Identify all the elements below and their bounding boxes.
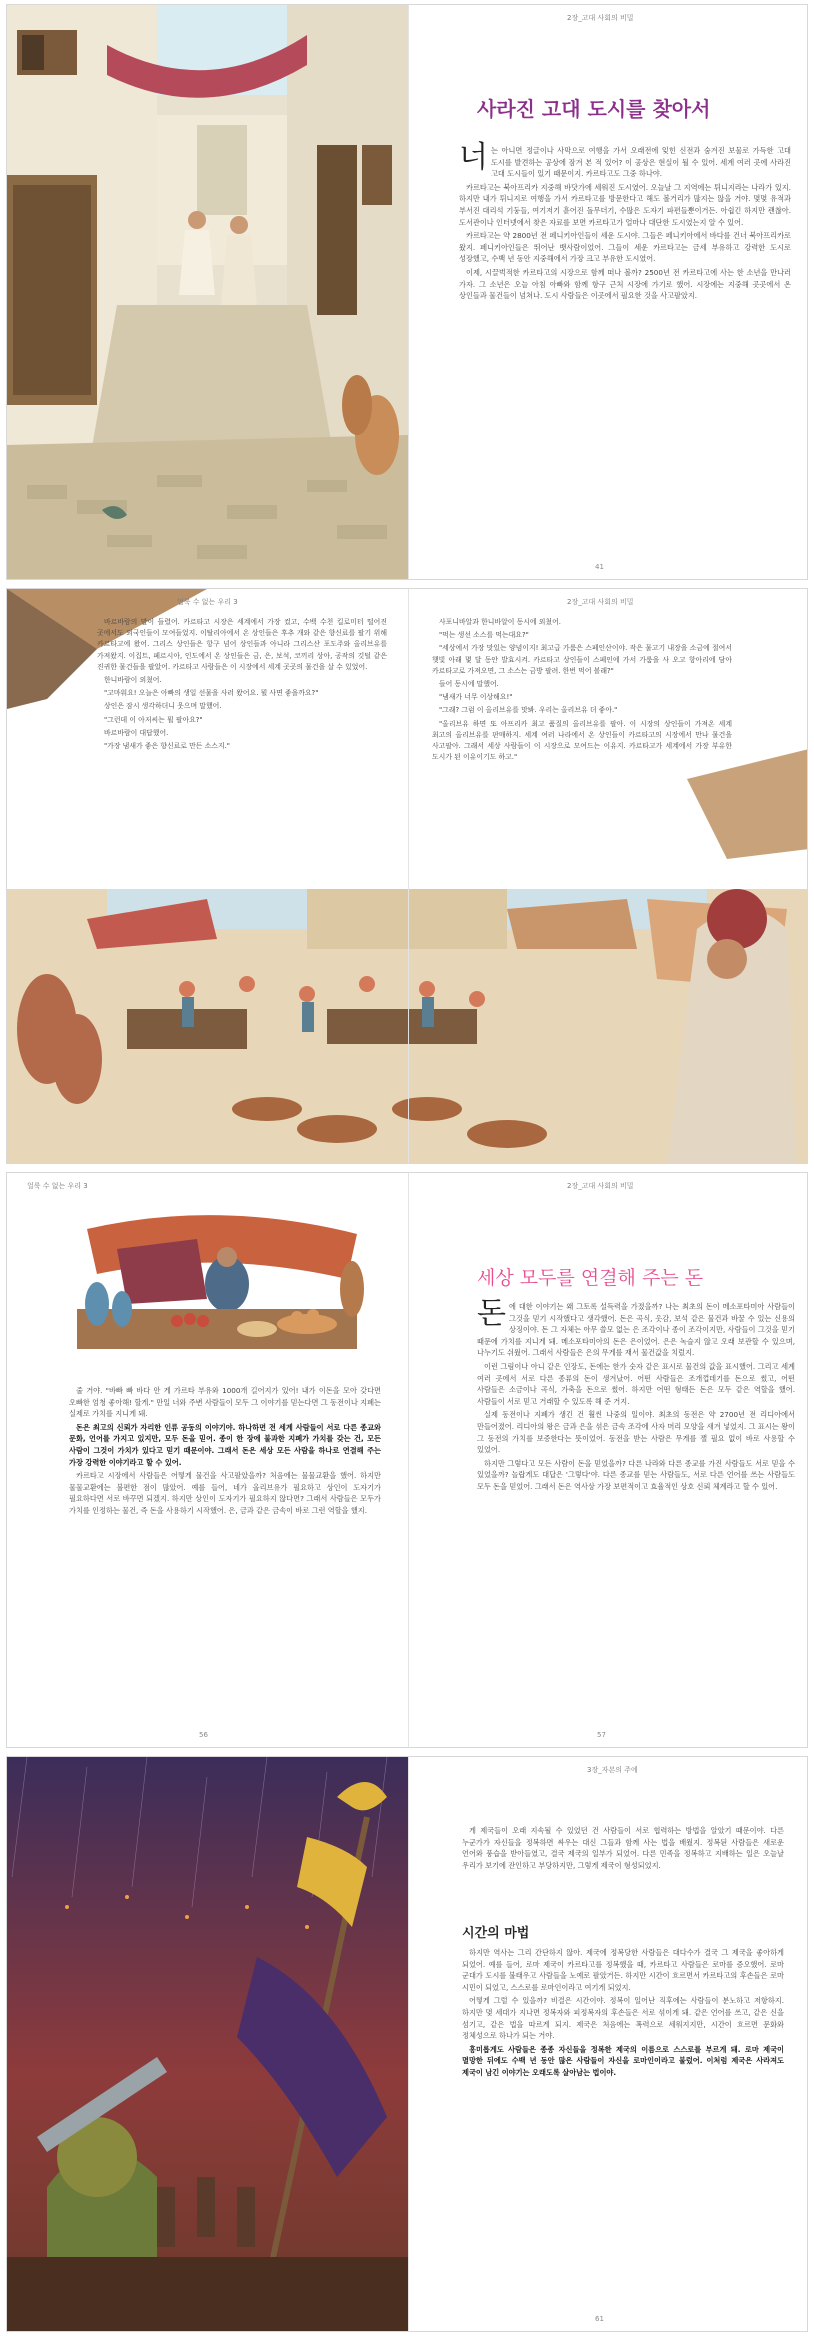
- merchant-stall-illustration: [57, 1209, 377, 1369]
- gutter: [408, 589, 409, 1163]
- paragraph: "고마워요! 오늘은 아빠의 생일 선물을 사러 왔어요. 뭘 사면 좋을까요?": [104, 689, 319, 698]
- spread-4: [6, 1756, 808, 2332]
- spread-2: [6, 588, 808, 1164]
- paragraph: 바르바람이 대답했어.: [104, 728, 169, 737]
- paragraph: "그런데 이 아저씨는 뭘 팔아요?": [104, 715, 203, 724]
- paragraph: 카르타고 시장에서 사람들은 어떻게 물건을 사고팔았을까? 처음에는 물물교환을 했어. 하지만 물물교환에는 불편한 점이 많았어. 예를 들어, 네가 올리브유가 필요하고 상인이 도자기가 필요하다면 서로 바꾸면 되겠지. 하지만 상인이 도자기가 필요하지 않다면? 그래서 사람들은 모두가 가치를 인정하는 물건, 즉 돈을 사용하기 시작했어. 은, 금과 같은 금속이 바로 그런 역할을 했지.: [69, 1471, 381, 1515]
- running-header-right: 2장_고대 사회의 비밀: [567, 1182, 634, 1190]
- paragraph: 돈은 최고의 신뢰가 자리한 인류 공동의 이야기야. 하나하면 전 세계 사람들이 서로 다른 종교와 문화, 언어를 가지고 있지만, 모두 돈을 믿어. 종이 한 장에 불과한 지폐가 가치를 갖는 건, 모든 사람이 그것이 가치가 있다고 믿기 때문이야. 그래서 돈은 세상 모든 사람을 하나로 연결해 주는 가장 강력한 이야기라고 할 수 있어.: [69, 1422, 381, 1467]
- drop-cap: 너: [459, 140, 488, 175]
- page-number-right: 61: [595, 2315, 604, 2323]
- paragraph: 실제 동전이나 지폐가 생긴 건 훨씬 나중의 일이야. 최초의 동전은 약 2700년 전 리디아에서 만들어졌어. 리디아의 왕은 금과 은을 섞은 금속 조각에 사자 머리 모양을 새겨 넣었지. 그 표시는 왕이 그 동전의 가치를 보증한다는 뜻이었어. 동전을 받는 사람은 무게를 잴 필요 없이 바로 사용할 수 있었어.: [477, 1410, 795, 1455]
- running-header-right: 3장_자본의 주에: [587, 1766, 638, 1774]
- paragraph: 하지만 그렇다고 모든 사람이 돈을 믿었을까? 다른 나라와 다른 종교를 가진 사람들도 서로 믿을 수 있었을까? 놀랍게도 대답은 '그렇다'야. 다른 종교를 믿는 사람들도, 서로 다른 언어를 쓰는 사람들도 모두 돈을 믿었어. 그래서 돈은 역사상 가장 보편적이고 효율적인 상호 신뢰 체계라고 할 수 있어.: [477, 1458, 795, 1491]
- gutter: [408, 1173, 409, 1747]
- paragraph: "가장 냄새가 좋은 향신료로 만든 소스지.": [104, 742, 230, 751]
- body-text-left: [69, 1385, 381, 1519]
- paragraph: 어떻게 그럴 수 있을까? 비결은 시간이야. 정복이 일어난 직후에는 사람들이 분노하고 저항하지. 하지만 몇 세대가 지나면 정복자와 피정복자의 후손들은 서로 섞이게 돼. 같은 언어를 쓰고, 같은 신을 섬기고, 같은 법을 따르게 되지. 제국은 처음에는 폭력으로 세워지지만, 시간이 흐르면 문화와 정체성으로 하나가 되는 거야.: [462, 1996, 784, 2041]
- running-header-right: 2장_고대 사회의 비밀: [567, 598, 634, 606]
- paragraph: "냄새가 너무 이상해요!": [439, 693, 513, 702]
- section-title: 세상 모두를 연결해 주는 돈: [477, 1267, 704, 1289]
- paragraph: 하지만 역사는 그리 간단하지 않아. 제국에 정복당한 사람들은 대다수가 결국 그 제국을 좋아하게 되었어. 예를 들어, 로마 제국이 카르타고를 정복했을 때, 카르타고 사람들은 로마를 증오했어. 로마 군대가 도시를 불태우고 사람들을 노예로 팔았거든. 하지만 시간이 흐르면서 카르타고의 후손들은 로마 시민이 되었고, 스스로를 로마인이라고 여기게 되었지.: [462, 1948, 784, 1992]
- paragraph: 게 제국들이 오래 지속될 수 있었던 건 사람들이 서로 협력하는 방법을 알았기 때문이야. 다른 누군가가 자신들을 정복하면 싸우는 대신 그들과 함께 사는 법을 배웠지. 정복된 사람들은 새로운 언어와 풍습을 받아들였고, 결국 제국의 일부가 되었어. 다른 민족을 정복하고 지배하는 일은 오늘날 우리가 보기에 잔인하고 부당하지만, 그렇게 제국이 형성되었지.: [462, 1826, 784, 1870]
- chapter-title: 사라진 고대 도시를 찾아서: [477, 97, 711, 121]
- paragraph: 줄 거야. "바빠 빠 바다 안 게 가르타 부유와 1000개 길어지가 있어! 내가 이돈을 모아 갖다면 오빠한 엄청 좋아해! 할게." 만일 너와 주변 사람들이 모두 그 이야기를 믿는다면 그 동전이나 지폐는 실제로 가치를 지니게 돼.: [69, 1386, 381, 1419]
- paragraph: "먹는 생선 소스를 먹는대요?": [439, 631, 529, 640]
- paragraph: 카르타고는 북아프리카 지중해 바닷가에 세워진 도시였어. 오늘날 그 지역에는 튀니지라는 나라가 있지. 하지만 내가 튀니지로 여행을 가서 카르타고를 방문한다고 해도 볼거리가 많지는 않을 거야. 몇몇 유적과 부서진 대리석 기둥들, 여기저기 흩어진 돌무더기, 수많은 도자기 파편들뿐이거든. 아쉽긴 하지만 괜찮아. 도서관이나 인터넷에서 찾은 자료를 보면 카르타고가 얼마나 대단한 도시였는지 알 수 있어.: [459, 182, 791, 227]
- running-header-left: 얼룩 수 없는 우리 3: [27, 1182, 88, 1190]
- paragraph: "그래? 그럼 이 올리브유를 맛봐. 우리는 올리브유 더 좋아.": [439, 706, 618, 715]
- body-text: [459, 140, 791, 304]
- page-number: 41: [595, 563, 604, 571]
- body-text-left: [97, 617, 387, 754]
- paragraph: 카르타고는 약 2800년 전 페니키아인들이 세운 도시야. 그들은 페니키아에서 바다를 건너 북아프리카로 왔지. 페니키아인들은 뛰어난 뱃사람이었어. 그들이 세운 카르타고는 금세 부유하고 강력한 도시로 성장했고, 수백 년 동안 지중해에서 가장 크고 부유한 도시였어.: [459, 231, 791, 264]
- paragraph: 한니바람이 외쳤어.: [104, 676, 162, 685]
- body-text-right: [432, 617, 732, 765]
- paragraph: 들어 동시에 말했어.: [439, 680, 499, 689]
- paragraph: 사포니바알과 한니바알이 동시에 외쳤어.: [439, 618, 561, 626]
- paragraph: 이제, 시끌벅적한 카르타고의 시장으로 함께 떠나 볼까? 2500년 전 카르타고에 사는 한 소년을 만나러 가자. 그 소년은 오늘 아침 아빠와 함께 항구 근처 시장에 가기로 했어. 시장에는 지중해 곳곳에서 온 상인들과 물건들이 넘쳐나. 도시 사람들은 이곳에서 필요한 것을 사고팔았지.: [459, 267, 791, 301]
- running-header: 2장_고대 사회의 비밀: [567, 14, 634, 22]
- paragraph: 상인은 잠시 생각하더니 웃으며 말했어.: [104, 702, 222, 711]
- gutter: [408, 1757, 409, 2331]
- spread-3: [6, 1172, 808, 1748]
- paragraph: "세상에서 가장 맛있는 양념이지! 최고급 가룸은 스페인산이야. 작은 물고기 내장을 소금에 절여서 햇빛 아래 몇 달 동안 발효시켜. 카르타고 상인들이 스페인에 가서 가룸을 사 오고 항아리에 담아 카르타고로 가져오면, 그 소스는 금방 팔려. 한번 먹어 볼래?": [432, 644, 732, 675]
- body-text-right: [477, 1296, 795, 1495]
- running-header-left: 얼룩 수 없는 우리 3: [177, 598, 238, 606]
- paragraph: 에 대한 이야기는 왜 그토록 설득력을 가졌을까? 나는 최초의 돈이 메소포타미아 사람들이 그것을 믿기 시작했다고 생각했어. 돈은 곡식, 옷감, 보석 같은 물건과 바꿀 수 있는 신용의 상징이야. 돈 그 자체는 아무 쓸모 없는 은 조각이나 종이 조각이지만, 사람들이 그것을 믿기 때문에 가치를 지니게 돼. 메소포타미아의 돈은 은이었어. 은은 녹슬지 않고 오래 보관할 수 있으며, 나누기도 쉬웠어. 그래서 사람들은 은의 무게를 재서 물건값을 치렀지.: [477, 1302, 795, 1358]
- gutter: [408, 5, 409, 579]
- page-number-left: 56: [199, 1731, 208, 1739]
- body-text-bottom: [462, 1947, 784, 2081]
- paragraph: 흥미롭게도 사람들은 종종 자신들을 정복한 제국의 이름으로 스스로를 부르게 돼. 로마 제국이 멸망한 뒤에도 수백 년 동안 많은 사람들이 자신을 로마인이라고 불렀어. 이처럼 제국은 사라져도 제국이 남긴 이야기는 오래도록 살아남는 법이야.: [462, 2044, 784, 2077]
- ancient-city-street-illustration: [7, 5, 408, 580]
- paragraph: 이런 그림이나 아니 같은 인장도, 돈에는 한가 숫자 같은 표시로 물건의 값을 표시했어. 그리고 세계 여러 곳에서 서로 다른 종류의 돈이 생겨났어. 어떤 사람들은 조개껍데기를 돈으로 썼고, 어떤 사람들은 소금이나 곡식, 가축을 돈으로 썼어. 하지만 어떤 형태든 돈은 모두 같은 역할을 했어. 사람들이 서로 믿고 거래할 수 있도록 해 준 거지.: [477, 1361, 795, 1406]
- spread-1: [6, 4, 808, 580]
- paragraph: "올리브유 하면 또 아프리카 최고 품질의 올리브유를 팔아. 이 시장의 상인들이 가져온 세계 최고의 올리브유를 판매하지. 세계 여러 나라에서 온 상인들이 카르타고의 시장에서 만나 물건을 사고팔아. 그래서 세상 사람들이 이 시장으로 모여드는 이유지. 카르타고가 세계에서 가장 부유한 도시가 된 이유이기도 하고.": [432, 719, 732, 762]
- paragraph: 는 아니면 정글이나 사막으로 여행을 가서 오래전에 잊힌 신전과 숨겨진 보물로 가득한 고대 도시를 발견하는 공상에 잠겨 본 적 있어? 이 공상은 현실이 될 수 있어. 세계 여러 곳에 사라진 고대 도시들이 있기 때문이지. 카르타고도 그중 하나야.: [490, 146, 791, 179]
- paragraph: 바르바람의 말이 들렸어. 카르타고 시장은 세계에서 가장 컸고, 수백 수천 킬로미터 떨어진 곳에서도 외국인들이 모여들었지. 이탈리아에서 온 상인들은 후추 개와 같은 향신료를 팔기 위해 카르타고에 왔어. 그리스 상인들은 항구 넘어 상인들과 아니라 그리스산 포도주와 올리브유를 가져왔지. 이집트, 페르시아, 인도에서 온 상인들은 금, 은, 보석, 코끼리 상아, 공작의 깃털 같은 진귀한 물건들을 팔았어. 카르타고 사람들은 이 시장에서 세계 곳곳의 물건을 살 수 있었어.: [97, 618, 387, 671]
- body-text-top: [462, 1825, 784, 1873]
- page-number-right: 57: [597, 1731, 606, 1739]
- drop-cap: 돈: [477, 1296, 506, 1331]
- roman-soldiers-illustration: [7, 1757, 408, 2332]
- subheading: 시간의 마법: [462, 1926, 530, 1941]
